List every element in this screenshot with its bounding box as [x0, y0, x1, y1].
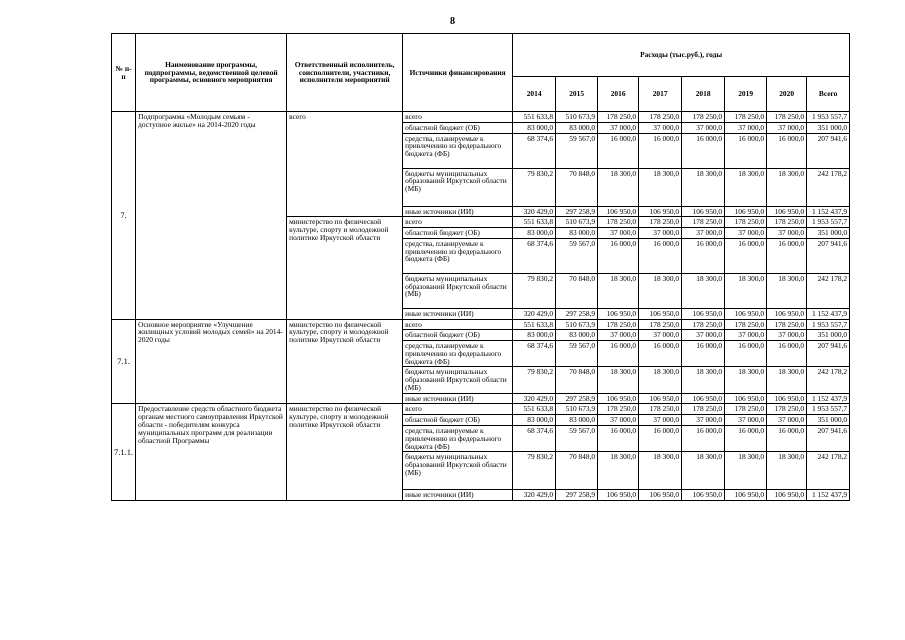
total-cell: 207 941,6: [807, 426, 850, 452]
value-cell: 59 567,0: [556, 341, 598, 367]
value-cell: 79 830,2: [513, 367, 556, 393]
value-cell: 551 633,8: [513, 217, 556, 228]
value-cell: 178 250,0: [725, 319, 767, 330]
value-cell: 18 300,0: [767, 168, 807, 206]
value-cell: 68 374,6: [513, 426, 556, 452]
source-cell: всего: [403, 319, 513, 330]
value-cell: 320 429,0: [513, 490, 556, 501]
value-cell: 18 300,0: [725, 452, 767, 490]
program-name: Предоставление средств областного бюджета органам местного самоуправления Иркутской области - победителям конкурса муниципальных программ для реализации областной Программы: [136, 404, 287, 501]
value-cell: 16 000,0: [682, 238, 725, 273]
source-cell: иные источники (ИИ): [403, 393, 513, 404]
row-number: 7.1.1.: [112, 404, 136, 501]
value-cell: 320 429,0: [513, 206, 556, 217]
value-cell: 83 000,0: [556, 122, 598, 133]
total-cell: 207 941,6: [807, 341, 850, 367]
value-cell: 551 633,8: [513, 319, 556, 330]
total-cell: 351 000,0: [807, 228, 850, 239]
source-cell: средства, планируемые к привлечению из федерального бюджета (ФБ): [403, 426, 513, 452]
value-cell: 68 374,6: [513, 238, 556, 273]
value-cell: 70 848,0: [556, 452, 598, 490]
value-cell: 106 950,0: [725, 393, 767, 404]
year-header: 2018: [682, 77, 725, 112]
value-cell: 18 300,0: [639, 452, 682, 490]
value-cell: 37 000,0: [682, 122, 725, 133]
value-cell: 106 950,0: [682, 393, 725, 404]
value-cell: 106 950,0: [767, 393, 807, 404]
value-cell: 16 000,0: [767, 238, 807, 273]
value-cell: 178 250,0: [682, 217, 725, 228]
value-cell: 68 374,6: [513, 341, 556, 367]
total-cell: 1 152 437,9: [807, 393, 850, 404]
source-cell: иные источники (ИИ): [403, 206, 513, 217]
source-cell: средства, планируемые к привлечению из федерального бюджета (ФБ): [403, 133, 513, 168]
source-cell: средства, планируемые к привлечению из федерального бюджета (ФБ): [403, 341, 513, 367]
value-cell: 79 830,2: [513, 273, 556, 308]
value-cell: 16 000,0: [767, 133, 807, 168]
program-name: Подпрограмма «Молодым семьям - доступное жилье» на 2014-2020 годы: [136, 112, 287, 320]
value-cell: 16 000,0: [639, 133, 682, 168]
source-cell: иные источники (ИИ): [403, 490, 513, 501]
total-cell: 1 953 557,7: [807, 217, 850, 228]
source-cell: областной бюджет (ОБ): [403, 122, 513, 133]
value-cell: 37 000,0: [598, 415, 639, 426]
value-cell: 18 300,0: [725, 273, 767, 308]
source-cell: областной бюджет (ОБ): [403, 330, 513, 341]
value-cell: 106 950,0: [725, 308, 767, 319]
header-executor: Ответственный исполнитель, соисполнители, участники, исполнители мероприятий: [287, 34, 403, 112]
value-cell: 18 300,0: [682, 273, 725, 308]
value-cell: 178 250,0: [725, 404, 767, 415]
value-cell: 18 300,0: [725, 168, 767, 206]
value-cell: 178 250,0: [725, 112, 767, 123]
value-cell: 178 250,0: [598, 217, 639, 228]
value-cell: 79 830,2: [513, 452, 556, 490]
total-header: Всего: [807, 77, 850, 112]
value-cell: 18 300,0: [639, 168, 682, 206]
value-cell: 18 300,0: [725, 367, 767, 393]
value-cell: 18 300,0: [598, 367, 639, 393]
total-cell: 351 000,0: [807, 122, 850, 133]
total-cell: 242 178,2: [807, 367, 850, 393]
value-cell: 37 000,0: [682, 228, 725, 239]
value-cell: 83 000,0: [513, 228, 556, 239]
value-cell: 59 567,0: [556, 133, 598, 168]
value-cell: 178 250,0: [639, 217, 682, 228]
budget-table: [111, 33, 850, 501]
value-cell: 178 250,0: [682, 404, 725, 415]
year-header: 2015: [556, 77, 598, 112]
value-cell: 16 000,0: [682, 341, 725, 367]
row-number: 7.1.: [112, 319, 136, 404]
value-cell: 18 300,0: [767, 273, 807, 308]
value-cell: 297 258,9: [556, 393, 598, 404]
value-cell: 16 000,0: [767, 426, 807, 452]
value-cell: 37 000,0: [725, 122, 767, 133]
value-cell: 37 000,0: [639, 228, 682, 239]
value-cell: 18 300,0: [682, 452, 725, 490]
value-cell: 16 000,0: [598, 426, 639, 452]
year-header: 2014: [513, 77, 556, 112]
value-cell: 16 000,0: [725, 426, 767, 452]
value-cell: 551 633,8: [513, 112, 556, 123]
total-cell: 242 178,2: [807, 273, 850, 308]
value-cell: 551 633,8: [513, 404, 556, 415]
value-cell: 510 673,9: [556, 404, 598, 415]
executor-cell: министерство по физической культуре, спорту и молодежной политике Иркутской области: [287, 217, 403, 319]
table-row: [112, 319, 850, 330]
value-cell: 16 000,0: [598, 133, 639, 168]
table-row: [112, 404, 850, 415]
value-cell: 106 950,0: [639, 490, 682, 501]
value-cell: 178 250,0: [639, 404, 682, 415]
source-cell: бюджеты муниципальных образований Иркутской области (МБ): [403, 273, 513, 308]
value-cell: 297 258,9: [556, 308, 598, 319]
value-cell: 16 000,0: [639, 238, 682, 273]
header-num: № п-п: [112, 34, 136, 112]
year-header: 2019: [725, 77, 767, 112]
value-cell: 18 300,0: [598, 273, 639, 308]
value-cell: 37 000,0: [682, 415, 725, 426]
value-cell: 178 250,0: [639, 112, 682, 123]
header-name: Наименование программы, подпрограммы, ведомственной целевой программы, основного мероприятия: [136, 34, 287, 112]
source-cell: всего: [403, 404, 513, 415]
year-header: 2020: [767, 77, 807, 112]
value-cell: 178 250,0: [767, 112, 807, 123]
value-cell: 178 250,0: [682, 112, 725, 123]
value-cell: 70 848,0: [556, 273, 598, 308]
value-cell: 16 000,0: [639, 426, 682, 452]
value-cell: 178 250,0: [682, 319, 725, 330]
value-cell: 16 000,0: [725, 133, 767, 168]
value-cell: 510 673,9: [556, 217, 598, 228]
page-number: 8: [450, 16, 455, 27]
value-cell: 37 000,0: [767, 228, 807, 239]
executor-cell: министерство по физической культуре, спорту и молодежной политике Иркутской области: [287, 404, 403, 501]
value-cell: 83 000,0: [513, 330, 556, 341]
total-cell: 207 941,6: [807, 238, 850, 273]
value-cell: 37 000,0: [725, 330, 767, 341]
program-name: Основное мероприятие «Улучшение жилищных условий молодых семей» на 2014-2020 годы: [136, 319, 287, 404]
header-source: Источники финансирования: [403, 34, 513, 112]
value-cell: 16 000,0: [598, 341, 639, 367]
value-cell: 178 250,0: [767, 404, 807, 415]
value-cell: 178 250,0: [767, 319, 807, 330]
total-cell: 1 953 557,7: [807, 404, 850, 415]
value-cell: 106 950,0: [598, 308, 639, 319]
value-cell: 70 848,0: [556, 168, 598, 206]
value-cell: 16 000,0: [598, 238, 639, 273]
value-cell: 68 374,6: [513, 133, 556, 168]
value-cell: 37 000,0: [767, 330, 807, 341]
value-cell: 37 000,0: [639, 415, 682, 426]
value-cell: 37 000,0: [598, 122, 639, 133]
value-cell: 106 950,0: [639, 206, 682, 217]
value-cell: 106 950,0: [598, 206, 639, 217]
value-cell: 18 300,0: [639, 367, 682, 393]
value-cell: 320 429,0: [513, 393, 556, 404]
value-cell: 297 258,9: [556, 206, 598, 217]
value-cell: 178 250,0: [639, 319, 682, 330]
value-cell: 83 000,0: [556, 228, 598, 239]
value-cell: 106 950,0: [598, 490, 639, 501]
value-cell: 178 250,0: [598, 319, 639, 330]
source-cell: всего: [403, 112, 513, 123]
value-cell: 83 000,0: [513, 122, 556, 133]
value-cell: 178 250,0: [598, 404, 639, 415]
value-cell: 16 000,0: [725, 238, 767, 273]
value-cell: 106 950,0: [767, 206, 807, 217]
total-cell: 1 152 437,9: [807, 206, 850, 217]
total-cell: 1 152 437,9: [807, 490, 850, 501]
value-cell: 18 300,0: [767, 452, 807, 490]
source-cell: бюджеты муниципальных образований Иркутской области (МБ): [403, 168, 513, 206]
value-cell: 37 000,0: [767, 122, 807, 133]
value-cell: 16 000,0: [767, 341, 807, 367]
total-cell: 207 941,6: [807, 133, 850, 168]
source-cell: бюджеты муниципальных образований Иркутской области (МБ): [403, 367, 513, 393]
value-cell: 510 673,9: [556, 112, 598, 123]
value-cell: 18 300,0: [682, 367, 725, 393]
value-cell: 16 000,0: [682, 426, 725, 452]
value-cell: 178 250,0: [767, 217, 807, 228]
value-cell: 510 673,9: [556, 319, 598, 330]
row-number: 7.: [112, 112, 136, 320]
total-cell: 351 000,0: [807, 415, 850, 426]
value-cell: 178 250,0: [598, 112, 639, 123]
header-costs: Расходы (тыс.руб.), годы: [513, 34, 850, 77]
value-cell: 37 000,0: [767, 415, 807, 426]
value-cell: 37 000,0: [682, 330, 725, 341]
value-cell: 18 300,0: [682, 168, 725, 206]
source-cell: областной бюджет (ОБ): [403, 228, 513, 239]
value-cell: 18 300,0: [767, 367, 807, 393]
value-cell: 106 950,0: [725, 490, 767, 501]
value-cell: 37 000,0: [725, 228, 767, 239]
value-cell: 106 950,0: [682, 490, 725, 501]
total-cell: 1 152 437,9: [807, 308, 850, 319]
value-cell: 59 567,0: [556, 238, 598, 273]
total-cell: 1 953 557,7: [807, 319, 850, 330]
total-cell: 1 953 557,7: [807, 112, 850, 123]
source-cell: всего: [403, 217, 513, 228]
value-cell: 70 848,0: [556, 367, 598, 393]
executor-cell: всего: [287, 112, 403, 217]
total-cell: 351 000,0: [807, 330, 850, 341]
value-cell: 16 000,0: [639, 341, 682, 367]
value-cell: 106 950,0: [725, 206, 767, 217]
value-cell: 79 830,2: [513, 168, 556, 206]
value-cell: 83 000,0: [513, 415, 556, 426]
source-cell: средства, планируемые к привлечению из федерального бюджета (ФБ): [403, 238, 513, 273]
value-cell: 59 567,0: [556, 426, 598, 452]
source-cell: иные источники (ИИ): [403, 308, 513, 319]
value-cell: 83 000,0: [556, 415, 598, 426]
value-cell: 106 950,0: [639, 308, 682, 319]
value-cell: 320 429,0: [513, 308, 556, 319]
table-row: [112, 112, 850, 123]
value-cell: 106 950,0: [682, 308, 725, 319]
value-cell: 106 950,0: [639, 393, 682, 404]
value-cell: 37 000,0: [639, 122, 682, 133]
value-cell: 83 000,0: [556, 330, 598, 341]
total-cell: 242 178,2: [807, 452, 850, 490]
total-cell: 242 178,2: [807, 168, 850, 206]
value-cell: 16 000,0: [682, 133, 725, 168]
value-cell: 106 950,0: [598, 393, 639, 404]
value-cell: 178 250,0: [725, 217, 767, 228]
value-cell: 16 000,0: [725, 341, 767, 367]
value-cell: 297 258,9: [556, 490, 598, 501]
value-cell: 37 000,0: [639, 330, 682, 341]
executor-cell: министерство по физической культуре, спорту и молодежной политике Иркутской области: [287, 319, 403, 404]
source-cell: областной бюджет (ОБ): [403, 415, 513, 426]
source-cell: бюджеты муниципальных образований Иркутской области (МБ): [403, 452, 513, 490]
value-cell: 37 000,0: [725, 415, 767, 426]
year-header: 2017: [639, 77, 682, 112]
value-cell: 106 950,0: [767, 308, 807, 319]
value-cell: 37 000,0: [598, 330, 639, 341]
value-cell: 18 300,0: [639, 273, 682, 308]
value-cell: 106 950,0: [767, 490, 807, 501]
value-cell: 18 300,0: [598, 168, 639, 206]
value-cell: 37 000,0: [598, 228, 639, 239]
year-header: 2016: [598, 77, 639, 112]
value-cell: 18 300,0: [598, 452, 639, 490]
value-cell: 106 950,0: [682, 206, 725, 217]
